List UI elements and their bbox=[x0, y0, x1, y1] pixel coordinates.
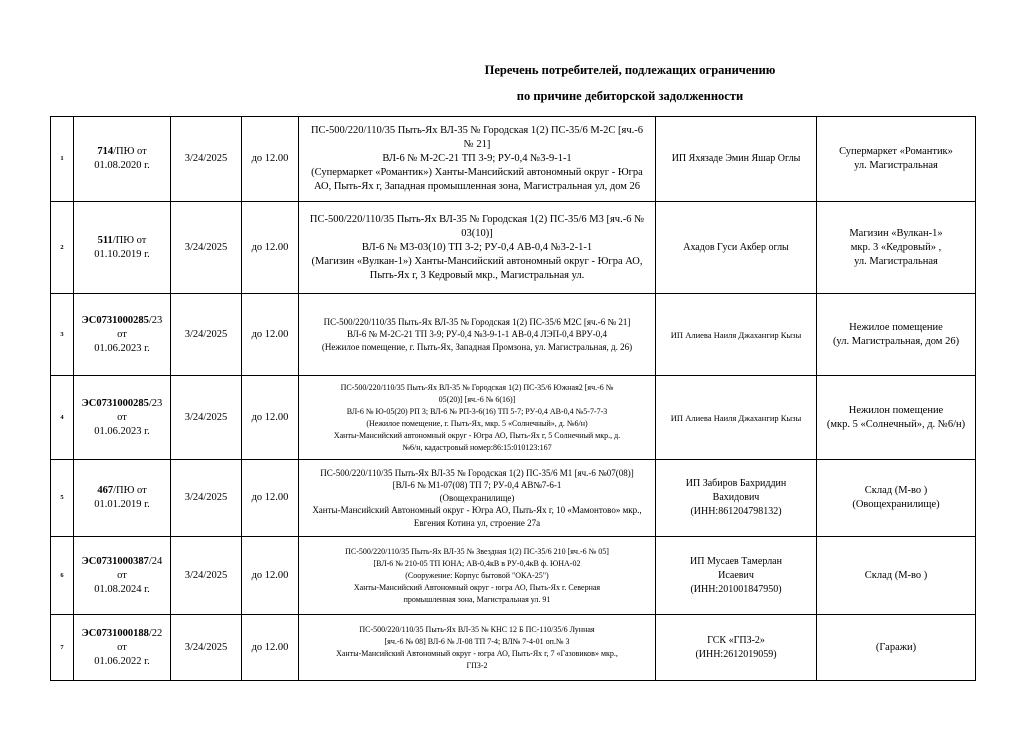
row-number-cell bbox=[51, 294, 74, 376]
row-number: 5 bbox=[60, 494, 64, 501]
supply-object-line: Евгения Котина ул, строение 27а bbox=[413, 517, 541, 528]
location-cell bbox=[817, 294, 976, 376]
restriction-time: до 12.00 bbox=[251, 411, 289, 423]
supply-object-line: Ханты-Мансийский Автономный округ - Югра АО, Пыть-Ях г, 10 «Мамонтово» мкр., bbox=[312, 505, 642, 516]
restriction-time: до 12.00 bbox=[251, 153, 289, 164]
document-title-line-1: Перечень потребителей, подлежащих ограничению bbox=[484, 63, 776, 77]
supply-object-line: 05(20)] [яч.-6 № 6(16)] bbox=[438, 394, 516, 404]
supply-object-line: №6/н, кадастровый номер:86:15:010123:167 bbox=[402, 442, 552, 452]
document-title-line-2: по причине дебиторской задолженности bbox=[516, 89, 744, 103]
contract-suffix: /23 от bbox=[117, 314, 163, 340]
table-row bbox=[51, 615, 976, 681]
consumers-table bbox=[50, 116, 976, 681]
location-cell bbox=[817, 537, 976, 615]
supply-object-line: (Нежилое помещение, г. Пыть-Ях, мкр. 5 «Солнечный», д. №6/н) bbox=[366, 418, 588, 428]
restriction-time: до 12.00 bbox=[251, 241, 289, 253]
restriction-time-cell bbox=[242, 460, 299, 537]
consumer-cell bbox=[656, 460, 817, 537]
supply-object-line: (Магизин «Вулкан-1») Ханты-Мансийский автономный округ - Югра АО, bbox=[311, 255, 643, 267]
row-number-cell bbox=[51, 202, 74, 294]
restriction-time-cell bbox=[242, 202, 299, 294]
contract-suffix: /ПЮ от bbox=[113, 485, 147, 496]
supply-object-cell bbox=[299, 202, 656, 294]
restriction-time-cell bbox=[242, 294, 299, 376]
location-cell bbox=[817, 117, 976, 202]
consumer-cell bbox=[656, 615, 817, 681]
location-line: Нежилон помещение bbox=[848, 404, 944, 416]
location-line: Супермаркет «Романтик» bbox=[839, 146, 953, 157]
contract-date: 01.08.2020 г. bbox=[94, 160, 150, 171]
restriction-date-cell bbox=[171, 202, 242, 294]
contract-number: ЭС0731000188 bbox=[81, 627, 149, 639]
restriction-time-cell bbox=[242, 117, 299, 202]
consumer-cell bbox=[656, 376, 817, 460]
location-line: (ул. Магистральная, дом 26) bbox=[832, 335, 960, 347]
supply-object-line: ГПЗ-2 bbox=[466, 660, 488, 670]
restriction-date-cell bbox=[171, 460, 242, 537]
contract-number: 511 bbox=[97, 234, 113, 246]
location-line: (Гаражи) bbox=[875, 641, 917, 653]
location-line: (мкр. 5 «Солнечный», д. №6/н) bbox=[826, 418, 966, 430]
location-cell bbox=[817, 615, 976, 681]
supply-object-line: (Сооружение: Корпус бытовой "ОКА-25") bbox=[405, 570, 549, 580]
supply-object-line: (Супермаркет «Романтик») Ханты-Мансийский автономный округ - Югра bbox=[311, 167, 643, 178]
location-line: Склад (М-во ) bbox=[864, 485, 928, 496]
supply-object-line: ПС-500/220/110/35 Пыть-Ях ВЛ-35 № Городская 1(2) ПС-35/6 М-2С [яч.-6 bbox=[310, 125, 644, 136]
contract-date: 01.06.2022 г. bbox=[94, 655, 150, 667]
supply-object-line: [ВЛ-6 № 210-05 ТП ЮНА; АВ-0,4кВ в РУ-0,4кВ ф. ЮНА-02 bbox=[373, 558, 581, 568]
supply-object-cell bbox=[299, 615, 656, 681]
contract-number: ЭС0731000387 bbox=[81, 555, 149, 567]
contract-cell bbox=[74, 537, 171, 615]
restriction-date-cell bbox=[171, 117, 242, 202]
contract-number: ЭС0731000285 bbox=[81, 314, 149, 326]
restriction-date-cell bbox=[171, 294, 242, 376]
location-line: мкр. 3 «Кедровый» , bbox=[850, 241, 942, 253]
supply-object-line: Ханты-Мансийский Автономный округ - югра АО, Пыть-Ях г. Северная bbox=[353, 582, 601, 592]
contract-cell bbox=[74, 294, 171, 376]
restriction-time: до 12.00 bbox=[251, 328, 289, 340]
supply-object-cell bbox=[299, 294, 656, 376]
contract-cell bbox=[74, 460, 171, 537]
supply-object-line: ПС-500/220/110/35 Пыть-Ях ВЛ-35 № Звездная 1(2) ПС-35/6 210 [яч.-6 № 05] bbox=[345, 546, 609, 556]
supply-object-line: ПС-500/220/110/35 Пыть-Ях ВЛ-35 № Городская 1(2) ПС-35/6 М1 [яч.-6 №07(08)] bbox=[320, 467, 634, 478]
supply-object-line: промышленная зона, Магистральная ул. 91 bbox=[403, 594, 551, 604]
restriction-time-cell bbox=[242, 615, 299, 681]
location-line: Магизин «Вулкан-1» bbox=[849, 227, 943, 239]
supply-object-line: ВЛ-6 № Ю-05(20) РП 3; ВЛ-6 № РП-3-6(16) ТП 5-7; РУ-0,4 АВ-0,4 №5-7-7-3 bbox=[346, 406, 608, 416]
table-row bbox=[51, 376, 976, 460]
consumer-line: ИП Забиров Бахриддин bbox=[685, 478, 787, 489]
restriction-date: 3/24/2025 bbox=[184, 641, 228, 653]
supply-object-line: ВЛ-6 № М-2С-21 ТП 3-9; РУ-0,4 №3-9-1-1 АВ-0,4 ЛЭП-0,4 ВРУ-0,4 bbox=[346, 329, 607, 340]
contract-number: 714 bbox=[97, 146, 114, 157]
consumer-line: ГСК «ГПЗ-2» bbox=[707, 634, 765, 646]
restriction-time: до 12.00 bbox=[251, 492, 289, 503]
contract-suffix: /23 от bbox=[117, 397, 163, 423]
contract-suffix: /22 от bbox=[117, 627, 163, 653]
location-cell bbox=[817, 460, 976, 537]
contract-date: 01.08.2024 г. bbox=[94, 583, 150, 595]
location-line: ул. Магистральная bbox=[854, 160, 938, 171]
location-line: Склад (М-во ) bbox=[864, 569, 928, 581]
restriction-date: 3/24/2025 bbox=[184, 328, 228, 340]
contract-number: 467 bbox=[97, 485, 114, 496]
supply-object-cell bbox=[299, 376, 656, 460]
location-line: Нежилое помещение bbox=[849, 321, 943, 333]
row-number-cell bbox=[51, 615, 74, 681]
consumer-cell bbox=[656, 537, 817, 615]
restriction-date: 3/24/2025 bbox=[184, 153, 228, 164]
location-cell bbox=[817, 376, 976, 460]
row-number: 2 bbox=[60, 243, 64, 251]
consumer-line: ИП Алиева Наиля Джахангир Кызы bbox=[670, 412, 802, 423]
consumer-line: Ахадов Гуси Акбер оглы bbox=[683, 241, 789, 253]
row-number-cell bbox=[51, 537, 74, 615]
row-number-cell bbox=[51, 117, 74, 202]
supply-object-line: ПС-500/220/110/35 Пыть-Ях ВЛ-35 № КНС 12 Б ПС-110/35/6 Лунная bbox=[359, 624, 595, 634]
table-row bbox=[51, 460, 976, 537]
supply-object-line: (Нежилое помещение, г. Пыть-Ях, Западная Промзона, ул. Магистральная, д. 26) bbox=[321, 341, 633, 352]
restriction-date-cell bbox=[171, 537, 242, 615]
restriction-date-cell bbox=[171, 615, 242, 681]
supply-object-cell bbox=[299, 537, 656, 615]
supply-object-line: Ханты-Мансийский Автономный округ - югра АО, Пыть-Ях г, 7 «Газовиков» мкр., bbox=[336, 648, 618, 658]
consumer-line: ИП Алиева Наиля Джахангир Кызы bbox=[670, 329, 802, 340]
row-number: 4 bbox=[60, 413, 64, 421]
supply-object-cell bbox=[299, 460, 656, 537]
supply-object-line: ВЛ-6 № М-2С-21 ТП 3-9; РУ-0,4 №3-9-1-1 bbox=[382, 153, 572, 164]
location-line: (Овощехранилище) bbox=[852, 499, 940, 510]
restriction-time-cell bbox=[242, 376, 299, 460]
supply-object-cell bbox=[299, 117, 656, 202]
contract-suffix: /24 от bbox=[117, 555, 163, 581]
restriction-date: 3/24/2025 bbox=[184, 241, 228, 253]
row-number-cell bbox=[51, 376, 74, 460]
supply-object-line: 03(10)] bbox=[461, 227, 493, 239]
contract-date: 01.06.2023 г. bbox=[94, 425, 150, 437]
consumer-line: (ИНН:861204798132) bbox=[690, 506, 782, 517]
contract-number: ЭС0731000285 bbox=[81, 397, 149, 409]
row-number: 7 bbox=[60, 643, 64, 651]
supply-object-line: № 21] bbox=[463, 139, 491, 150]
restriction-time: до 12.00 bbox=[251, 641, 289, 653]
consumer-line: (ИНН:201001847950) bbox=[690, 583, 782, 595]
supply-object-line: ПС-500/220/110/35 Пыть-Ях ВЛ-35 № Городская 1(2) ПС-35/6 Южная2 [яч.-6 № bbox=[340, 382, 614, 392]
row-number: 3 bbox=[60, 330, 64, 338]
restriction-time-cell bbox=[242, 537, 299, 615]
table-row bbox=[51, 537, 976, 615]
table-row bbox=[51, 294, 976, 376]
consumer-line: ИП Яхязаде Эмин Яшар Оглы bbox=[671, 153, 801, 164]
contract-date: 01.06.2023 г. bbox=[94, 342, 150, 354]
supply-object-line: [ВЛ-6 № М1-07(08) ТП 7; РУ-0,4 АВ№7-6-1 bbox=[392, 480, 562, 491]
consumer-line: ИП Мусаев Тамерлан bbox=[690, 555, 782, 567]
contract-date: 01.01.2019 г. bbox=[94, 499, 150, 510]
supply-object-line: Ханты-Мансийский автономный округ - Югра АО, Пыть-Ях г, 5 Солнечный мкр., д. bbox=[333, 430, 621, 440]
restriction-date-cell bbox=[171, 376, 242, 460]
contract-suffix: /ПЮ от bbox=[113, 146, 147, 157]
table-row bbox=[51, 202, 976, 294]
consumer-line: (ИНН:2612019059) bbox=[695, 648, 777, 660]
contract-cell bbox=[74, 117, 171, 202]
location-cell bbox=[817, 202, 976, 294]
contract-cell bbox=[74, 615, 171, 681]
supply-object-line: Пыть-Ях г, 3 Кедровый мкр., Магистральная ул. bbox=[369, 269, 585, 281]
supply-object-line: АО, Пыть-Ях г, Западная промышленная зона, Магистральная ул, дом 26 bbox=[313, 181, 641, 192]
row-number: 6 bbox=[60, 571, 64, 579]
supply-object-line: ПС-500/220/110/35 Пыть-Ях ВЛ-35 № Городская 1(2) ПС-35/6 М2С [яч.-6 № 21] bbox=[323, 316, 631, 327]
restriction-date: 3/24/2025 bbox=[184, 569, 228, 581]
contract-date: 01.10.2019 г. bbox=[94, 248, 150, 260]
restriction-date: 3/24/2025 bbox=[184, 492, 228, 503]
row-number: 1 bbox=[60, 155, 64, 162]
consumer-cell bbox=[656, 294, 817, 376]
consumer-line: Исаевич bbox=[718, 569, 754, 581]
supply-object-line: ПС-500/220/110/35 Пыть-Ях ВЛ-35 № Городская 1(2) ПС-35/6 М3 [яч.-6 № bbox=[309, 213, 645, 225]
table-row bbox=[51, 117, 976, 202]
contract-suffix: /ПЮ от bbox=[112, 234, 147, 246]
consumer-cell bbox=[656, 117, 817, 202]
row-number-cell bbox=[51, 460, 74, 537]
consumer-cell bbox=[656, 202, 817, 294]
contract-cell bbox=[74, 202, 171, 294]
supply-object-line: (Овощехранилище) bbox=[439, 492, 515, 503]
contract-cell bbox=[74, 376, 171, 460]
location-line: ул. Магистральная bbox=[854, 255, 938, 267]
restriction-date: 3/24/2025 bbox=[184, 411, 228, 423]
restriction-time: до 12.00 bbox=[251, 569, 289, 581]
consumer-line: Вахидович bbox=[712, 492, 760, 503]
supply-object-line: [яч.-6 № 08] ВЛ-6 № Л-08 ТП 7-4; ВЛ№ 7-4-01 оп.№ 3 bbox=[384, 636, 570, 646]
supply-object-line: ВЛ-6 № М3-03(10) ТП 3-2; РУ-0,4 АВ-0,4 №3-2-1-1 bbox=[361, 241, 593, 253]
